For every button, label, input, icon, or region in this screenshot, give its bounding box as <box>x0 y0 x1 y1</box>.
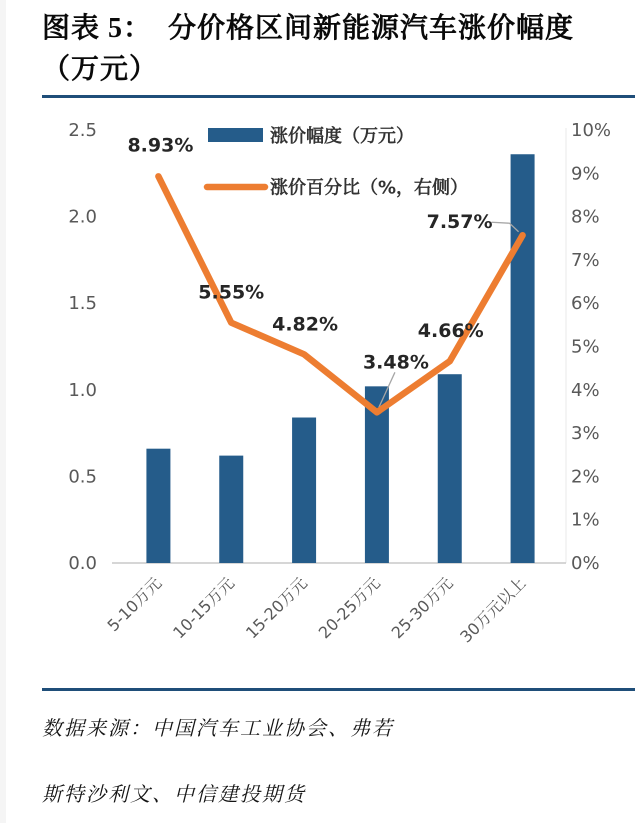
right-axis-tick-label: 4% <box>571 379 600 401</box>
point-label: 8.93% <box>127 134 194 157</box>
point-label: 4.66% <box>417 320 484 343</box>
x-axis-category-label: 30万元以上 <box>456 573 530 647</box>
right-axis-tick-label: 7% <box>571 249 600 271</box>
x-axis-category-label: 5-10万元 <box>103 573 166 636</box>
legend-label-bar: 涨价幅度（万元） <box>270 126 414 147</box>
right-axis-tick-label: 8% <box>571 206 600 228</box>
figure-title <box>42 8 622 90</box>
bar-5-10万元 <box>146 449 170 563</box>
left-axis-tick-label: 2.5 <box>68 120 97 141</box>
left-axis-tick-label: 2.0 <box>68 206 97 228</box>
bar-line-chart <box>0 100 640 690</box>
right-axis-tick-label: 2% <box>571 466 600 488</box>
bar-30万元以上 <box>511 154 535 563</box>
point-label: 7.57% <box>426 211 493 234</box>
data-source-line2: 斯特沙利文、中信建投期货 <box>42 784 306 806</box>
right-axis-tick-label: 5% <box>571 336 600 358</box>
footer-divider <box>42 688 635 691</box>
legend-label-line: 涨价百分比（%，右侧） <box>270 177 469 199</box>
left-axis-tick-label: 1.5 <box>68 293 97 315</box>
point-label: 4.82% <box>272 313 339 336</box>
data-source-line1: 数据来源：中国汽车工业协会、弗若 <box>42 718 394 740</box>
x-axis-category-label: 15-20万元 <box>241 573 311 643</box>
bar-25-30万元 <box>438 374 462 563</box>
right-axis-tick-label: 9% <box>571 163 600 185</box>
right-axis-tick-label: 10% <box>571 120 612 141</box>
title-divider <box>42 95 635 98</box>
right-axis-tick-label: 0% <box>571 553 600 574</box>
x-axis-category-label: 25-30万元 <box>387 573 457 643</box>
figure-title-line1: 图表 5： 分价格区间新能源汽车涨价幅度 <box>42 13 575 44</box>
x-axis-category-label: 20-25万元 <box>314 573 384 643</box>
right-axis-tick-label: 6% <box>571 293 600 315</box>
right-axis-tick-label: 3% <box>571 423 600 445</box>
figure-title-line2: （万元） <box>42 54 159 85</box>
point-label: 5.55% <box>198 281 265 304</box>
legend-bar-swatch <box>208 128 263 142</box>
bar-10-15万元 <box>219 456 243 563</box>
left-axis-tick-label: 0.0 <box>68 553 97 574</box>
bar-15-20万元 <box>292 418 316 563</box>
left-axis-tick-label: 1.0 <box>68 379 97 401</box>
right-axis-tick-label: 1% <box>571 509 600 531</box>
x-axis-category-label: 10-15万元 <box>169 573 239 643</box>
point-label: 3.48% <box>362 351 429 374</box>
left-axis-tick-label: 0.5 <box>68 466 97 488</box>
